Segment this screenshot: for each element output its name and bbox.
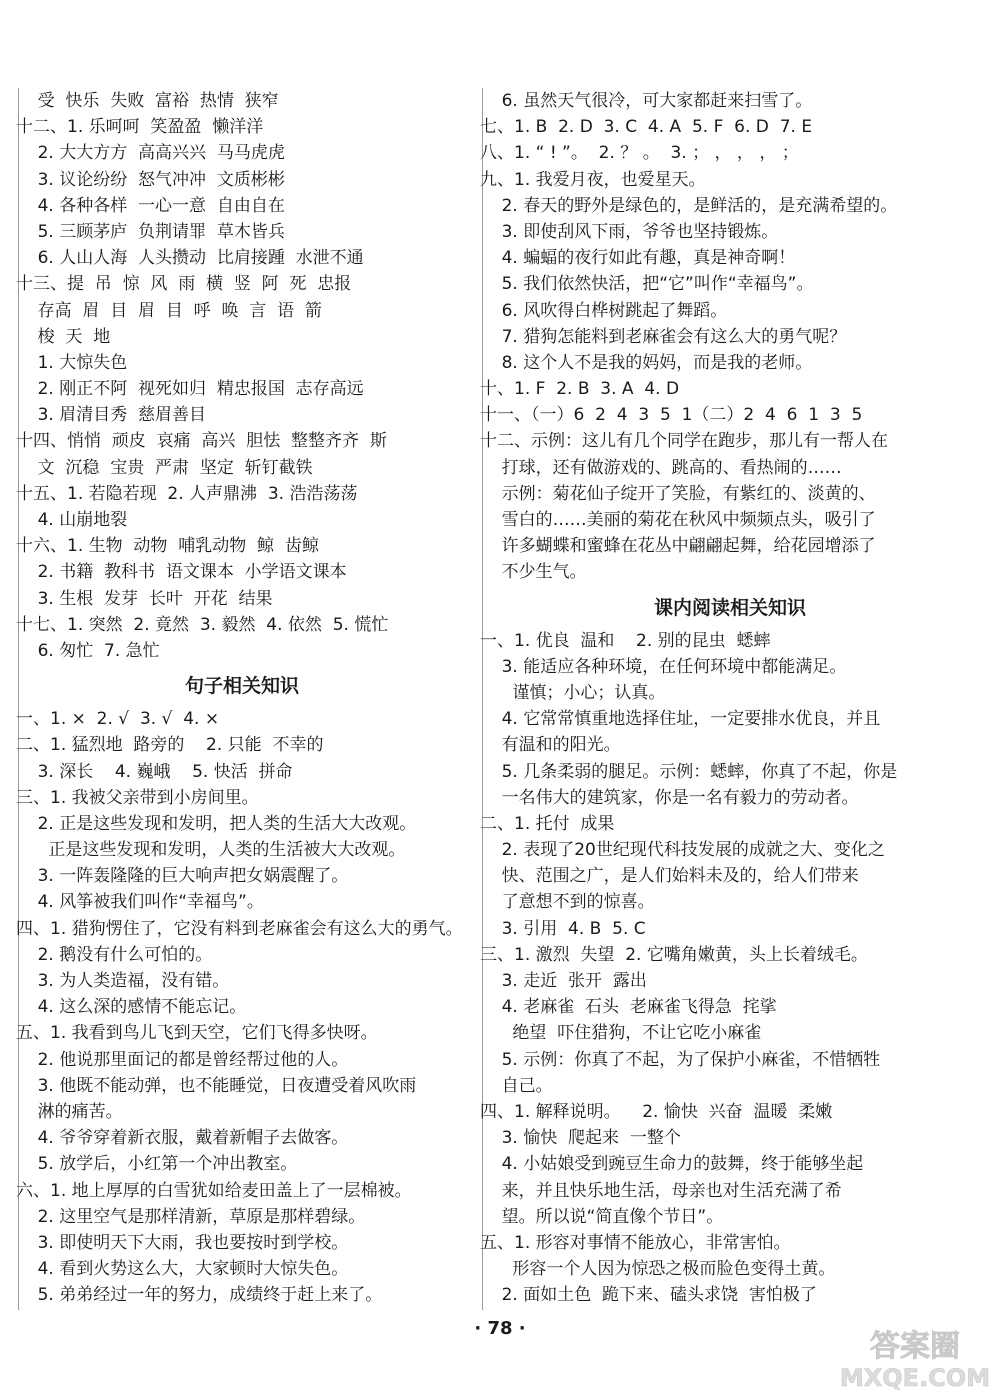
answer-line: 受 快乐 失败 富裕 热情 狭窄 bbox=[16, 91, 279, 111]
answer-line: 3. 他既不能动弹，也不能睡觉，日夜遭受着风吹雨 bbox=[16, 1075, 417, 1096]
answer-line: 4. 它常常慎重地选择住址，一定要排水优良，并且 bbox=[480, 709, 881, 730]
answer-line: 淋的痛苦。 bbox=[16, 1101, 123, 1122]
answer-line: 一、1. × 2. √ 3. √ 4. × bbox=[16, 709, 220, 730]
answer-line: 4. 老麻雀 石头 老麻雀飞得急 挓挲 bbox=[480, 997, 777, 1018]
answer-line: 自己。 bbox=[480, 1075, 553, 1096]
answer-line: 十二、1. 乐呵呵 笑盈盈 懒洋洋 bbox=[16, 117, 264, 138]
answer-line: 3. 生根 发芽 长叶 开花 结果 bbox=[16, 588, 273, 609]
answer-line: 文 沉稳 宝贵 严肃 坚定 斩钉截铁 bbox=[16, 457, 313, 478]
answer-line: 五、1. 形容对事情不能放心，非常害怕。 bbox=[480, 1232, 791, 1253]
answer-line: 五、1. 我看到鸟儿飞到天空，它们飞得多快呀。 bbox=[16, 1023, 378, 1044]
section-title-sentence-knowledge: 句子相关知识 bbox=[184, 675, 299, 698]
answer-line: 2. 这里空气是那样清新，草原是那样碧绿。 bbox=[16, 1206, 366, 1227]
answer-line: 示例：菊花仙子绽开了笑脸，有紫红的、淡黄的、 bbox=[480, 483, 876, 504]
watermark-url: MXQE.COM bbox=[839, 1364, 991, 1392]
answer-line: 2. 春天的野外是绿色的，是鲜活的，是充满希望的。 bbox=[480, 195, 898, 216]
watermark-logo bbox=[835, 1320, 995, 1392]
answer-line: 4. 小姑娘受到豌豆生命力的鼓舞，终于能够坐起 bbox=[480, 1154, 864, 1175]
section-title-reading-knowledge: 课内阅读相关知识 bbox=[653, 596, 806, 619]
answer-line: 存高 眉 目 眉 目 呼 唤 言 语 箭 bbox=[16, 300, 322, 321]
answer-line: 快、范围之广，是人们始料未及的，给人们带来 bbox=[480, 866, 859, 887]
answer-line: 5. 几条柔弱的腿足。示例：蟋蟀，你真了不起，你是 bbox=[480, 761, 898, 782]
answer-line: 2. 大大方方 高高兴兴 马马虎虎 bbox=[16, 143, 285, 164]
answer-line: 十二、示例：这儿有几个同学在跑步，那儿有一帮人在 bbox=[480, 431, 888, 452]
answer-line: 雪白的……美丽的菊花在秋风中频频点头，吸引了 bbox=[480, 510, 876, 530]
left-answer-column bbox=[16, 88, 468, 1308]
answer-line: 5. 示例：你真了不起，为了保护小麻雀，不惜牺牲 bbox=[480, 1049, 881, 1070]
answer-line: 5. 三顾茅庐 负荆请罪 草木皆兵 bbox=[16, 221, 285, 242]
answer-line: 十一、（一）6 2 4 3 5 1（二）2 4 6 1 3 5 bbox=[480, 405, 863, 426]
answer-line: 九、1. 我爱月夜，也爱星天。 bbox=[480, 169, 706, 190]
answer-line: 十五、1. 若隐若现 2. 人声鼎沸 3. 浩浩荡荡 bbox=[16, 483, 358, 504]
answer-line: 六、1. 地上厚厚的白雪犹如给麦田盖上了一层棉被。 bbox=[16, 1180, 412, 1201]
answer-line: 谨慎；小心；认真。 bbox=[480, 682, 666, 703]
answer-line: 4. 爷爷穿着新衣服，戴着新帽子去做客。 bbox=[16, 1128, 349, 1149]
answer-line: 2. 表现了20世纪现代科技发展的成就之大、变化之 bbox=[480, 840, 885, 861]
answer-line: 打球，还有做游戏的、跳高的、看热闹的…… bbox=[480, 457, 842, 478]
right-answer-block-2 bbox=[480, 628, 980, 1309]
answer-line: 七、1. B 2. D 3. C 4. A 5. F 6. D 7. E bbox=[480, 117, 813, 138]
answer-line: 4. 各种各样 一心一意 自由自在 bbox=[16, 195, 285, 216]
answer-line: 二、1. 猛烈地 路旁的 2. 只能 不幸的 bbox=[16, 735, 324, 756]
answer-line: 望。所以说“简直像个节日”。 bbox=[480, 1206, 724, 1227]
answer-line: 许多蝴蝶和蜜蜂在花丛中翩翩起舞，给花园增添了 bbox=[480, 536, 876, 557]
answer-line: 不少生气。 bbox=[480, 562, 587, 583]
answer-line: 8. 这个人不是我的妈妈，而是我的老师。 bbox=[480, 352, 813, 373]
answer-line: 有温和的阳光。 bbox=[480, 735, 621, 756]
answer-line: 3. 深长 4. 巍峨 5. 快活 拼命 bbox=[16, 761, 293, 782]
answer-line: 十、1. F 2. B 3. A 4. D bbox=[480, 379, 680, 400]
answer-line: 十三、提 吊 惊 风 雨 横 竖 阿 死 忠报 bbox=[16, 274, 352, 295]
answer-line: 5. 我们依然快活，把“它”叫作“幸福鸟”。 bbox=[480, 274, 814, 295]
answer-line: 3. 眉清目秀 慈眉善目 bbox=[16, 405, 207, 426]
answer-line: 八、1. “ ! ”。 2. ？ 。 3. ； ， ， ， ； bbox=[480, 143, 799, 164]
answer-line: 4. 山崩地裂 bbox=[16, 510, 128, 530]
answer-line: 6. 匆忙 7. 急忙 bbox=[16, 640, 160, 661]
answer-line: 4. 这么深的感情不能忘记。 bbox=[16, 997, 247, 1018]
answer-line: 三、1. 我被父亲带到小房间里。 bbox=[16, 787, 259, 808]
answer-line: 3. 即使明天下大雨，我也要按时到学校。 bbox=[16, 1232, 349, 1253]
left-answer-block-1 bbox=[16, 88, 468, 664]
answer-line: 6. 人山人海 人头攒动 比肩接踵 水泄不通 bbox=[16, 248, 364, 269]
answer-line: 3. 走近 张开 露出 bbox=[480, 971, 647, 991]
answer-line: 形容一个人因为惊恐之极而脸色变得土黄。 bbox=[480, 1259, 836, 1280]
answer-line: 5. 放学后，小红第一个冲出教室。 bbox=[16, 1154, 298, 1175]
answer-line: 3. 即使刮风下雨，爷爷也坚持锻炼。 bbox=[480, 221, 779, 242]
answer-line: 十七、1. 突然 2. 竟然 3. 毅然 4. 依然 5. 慌忙 bbox=[16, 614, 389, 635]
answer-line: 3. 引用 4. B 5. C bbox=[480, 918, 646, 939]
answer-line: 2. 鹅没有什么可怕的。 bbox=[16, 944, 213, 965]
answer-line: 2. 刚正不阿 视死如归 精忠报国 志存高远 bbox=[16, 379, 364, 400]
answer-line: 绝望 吓住猎狗，不让它吃小麻雀 bbox=[480, 1023, 762, 1044]
answer-line: 2. 书籍 教科书 语文课本 小学语文课本 bbox=[16, 562, 347, 583]
answer-line: 二、1. 托付 成果 bbox=[480, 813, 615, 834]
answer-line: 四、1. 解释说明。 2. 愉快 兴奋 温暖 柔嫩 bbox=[480, 1101, 833, 1122]
answer-line: 四、1. 猎狗愣住了，它没有料到老麻雀会有这么大的勇气。 bbox=[16, 918, 463, 939]
left-answer-block-2 bbox=[16, 706, 468, 1308]
answer-line: 6. 虽然天气很冷，可大家都赶来扫雪了。 bbox=[480, 91, 813, 111]
answer-line: 3. 能适应各种环境，在任何环境中都能满足。 bbox=[480, 656, 847, 677]
answer-line: 2. 他说那里面记的都是曾经帮过他的人。 bbox=[16, 1049, 349, 1070]
answer-line: 一、1. 优良 温和 2. 别的昆虫 蟋蟀 bbox=[480, 630, 771, 651]
answer-line: 2. 正是这些发现和发明，把人类的生活大大改观。 bbox=[16, 813, 417, 834]
answer-line: 十六、1. 生物 动物 哺乳动物 鲸 齿鲸 bbox=[16, 536, 319, 557]
answer-line: 3. 议论纷纷 怒气冲冲 文质彬彬 bbox=[16, 169, 285, 190]
answer-line: 3. 为人类造福，没有错。 bbox=[16, 971, 230, 991]
right-answer-block-1 bbox=[480, 88, 980, 586]
watermark-title: 答案圈 bbox=[870, 1329, 960, 1364]
right-answer-column bbox=[480, 88, 980, 1308]
answer-line: 1. 大惊失色 bbox=[16, 352, 128, 373]
answer-line: 4. 蝙蝠的夜行如此有趣，真是神奇啊！ bbox=[480, 248, 796, 269]
answer-line: 十四、悄悄 顽皮 哀痛 高兴 胆怯 整整齐齐 斯 bbox=[16, 431, 387, 452]
answer-line: 4. 看到火势这么大，大家顿时大惊失色。 bbox=[16, 1259, 349, 1280]
answer-line: 梭 天 地 bbox=[16, 326, 111, 347]
answer-line: 2. 面如土色 跪下来、磕头求饶 害怕极了 bbox=[480, 1285, 817, 1306]
answer-line: 一名伟大的建筑家，你是一名有毅力的劳动者。 bbox=[480, 787, 859, 808]
answer-line: 3. 愉快 爬起来 一整个 bbox=[480, 1128, 681, 1149]
answer-line: 4. 风筝被我们叫作“幸福鸟”。 bbox=[16, 892, 264, 913]
answer-line: 三、1. 激烈 失望 2. 它嘴角嫩黄，头上长着绒毛。 bbox=[480, 944, 868, 965]
answer-line: 5. 弟弟经过一年的努力，成绩终于赶上来了。 bbox=[16, 1285, 383, 1306]
answer-line: 了意想不到的惊喜。 bbox=[480, 892, 655, 913]
answer-line: 来，并且快乐地生活，母亲也对生活充满了希 bbox=[480, 1180, 842, 1201]
answer-line: 6. 风吹得白桦树跳起了舞蹈。 bbox=[480, 300, 728, 321]
answer-line: 7. 猎狗怎能料到老麻雀会有这么大的勇气呢？ bbox=[480, 326, 847, 347]
answer-line: 3. 一阵轰隆隆的巨大响声把女娲震醒了。 bbox=[16, 866, 349, 887]
page-number: · 78 · bbox=[474, 1318, 526, 1339]
answer-line: 正是这些发现和发明，人类的生活被大大改观。 bbox=[16, 840, 406, 861]
